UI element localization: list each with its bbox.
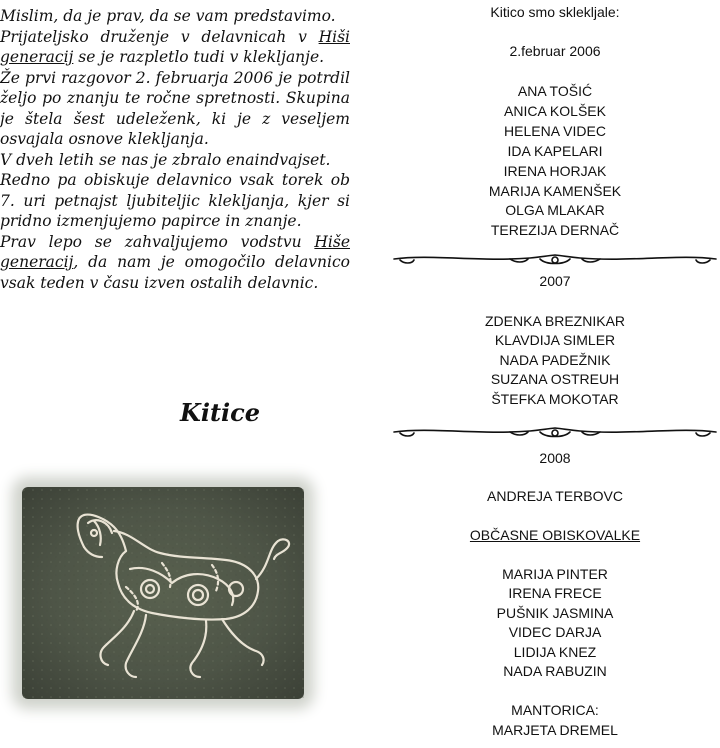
intro-paragraph-6-end: , da nam je omogočilo delavnico vsak teden v času izven ostalih delavnic. [0, 253, 350, 292]
occasional-visitor: VIDEC DARJA [508, 624, 602, 640]
intro-paragraph-2-end: se je razpletlo tudi v klekljanje. [73, 48, 325, 66]
mentor-name: MARJETA DREMEL [492, 722, 618, 738]
ornament-divider-icon [390, 423, 720, 441]
member-2007: SUZANA OSTREUH [490, 371, 620, 387]
roster-date-2006: 2.februar 2006 [509, 43, 601, 59]
intro-paragraph-5: Redno pa obiskuje delavnico vsak torek ob 7. uri petnajst ljubiteljic klekljanja, kjer si pridno izmenjujemo papirce in znanje. [0, 171, 350, 230]
intro-paragraph-6 [0, 232, 350, 294]
intro-paragraph-2 [0, 27, 350, 68]
occasional-visitors-title: OBČASNE OBISKOVALKE [469, 527, 641, 543]
roster-title: Kitico smo sklekljale: [490, 4, 620, 20]
member-2006: ANA TOŠIĆ [517, 83, 593, 99]
lace-horse-icon [22, 487, 304, 699]
kitice-heading: Kitice [179, 398, 261, 427]
intro-paragraph-2-start: Prijateljsko druženje v delavnicah v [0, 27, 319, 46]
intro-paragraph-1: Mislim, da je prav, da se vam predstavimo. [0, 7, 336, 25]
member-2006: IDA KAPELARI [507, 143, 603, 159]
occasional-visitor: PUŠNIK JASMINA [496, 605, 614, 621]
roster-year-2008: 2008 [539, 450, 571, 466]
occasional-visitor: NADA RABUZIN [503, 663, 607, 679]
mentor-title: MANTORICA: [511, 702, 599, 718]
member-2007: ZDENKA BREZNIKAR [484, 313, 626, 329]
member-2007: NADA PADEŽNIK [499, 352, 611, 368]
intro-paragraph-6-start: Prav lepo se zahvaljujemo vodstvu [0, 232, 315, 251]
member-2007: ŠTEFKA MOKOTAR [491, 391, 619, 407]
hisa-generacij-link-1: Hiši generacij [0, 27, 350, 66]
intro-text [0, 6, 350, 293]
member-2008: ANDREJA TERBOVC [487, 488, 623, 504]
member-2006: MARIJA KAMENŠEK [488, 183, 622, 199]
member-2007: KLAVDIJA SIMLER [494, 332, 616, 348]
ornament-divider-icon [390, 250, 720, 268]
hisa-generacij-link-2: Hiše generacij [0, 232, 350, 271]
member-2006: OLGA MLAKAR [505, 202, 605, 218]
intro-paragraph-4: V dveh letih se nas je zbralo enaindvajset. [0, 150, 331, 169]
member-2006: HELENA VIDEC [504, 123, 606, 139]
occasional-visitor: MARIJA PINTER [502, 566, 608, 582]
occasional-visitor: IRENA FRECE [508, 585, 602, 601]
member-2006: IRENA HORJAK [503, 163, 607, 179]
member-2006: ANICA KOLŠEK [504, 103, 606, 119]
occasional-visitor: LIDIJA KNEZ [513, 644, 597, 660]
intro-paragraph-3: Že prvi razgovor 2. februarja 2006 je potrdil željo po znanju te ročne spretnosti. Skupina je štela šest udeleženk, ki je z veseljem osvajala osnove klekljanja. [0, 68, 350, 148]
lace-horse-photo [22, 487, 304, 699]
member-2006: TEREZIJA DERNAČ [490, 222, 620, 238]
roster-year-2007: 2007 [539, 273, 571, 289]
